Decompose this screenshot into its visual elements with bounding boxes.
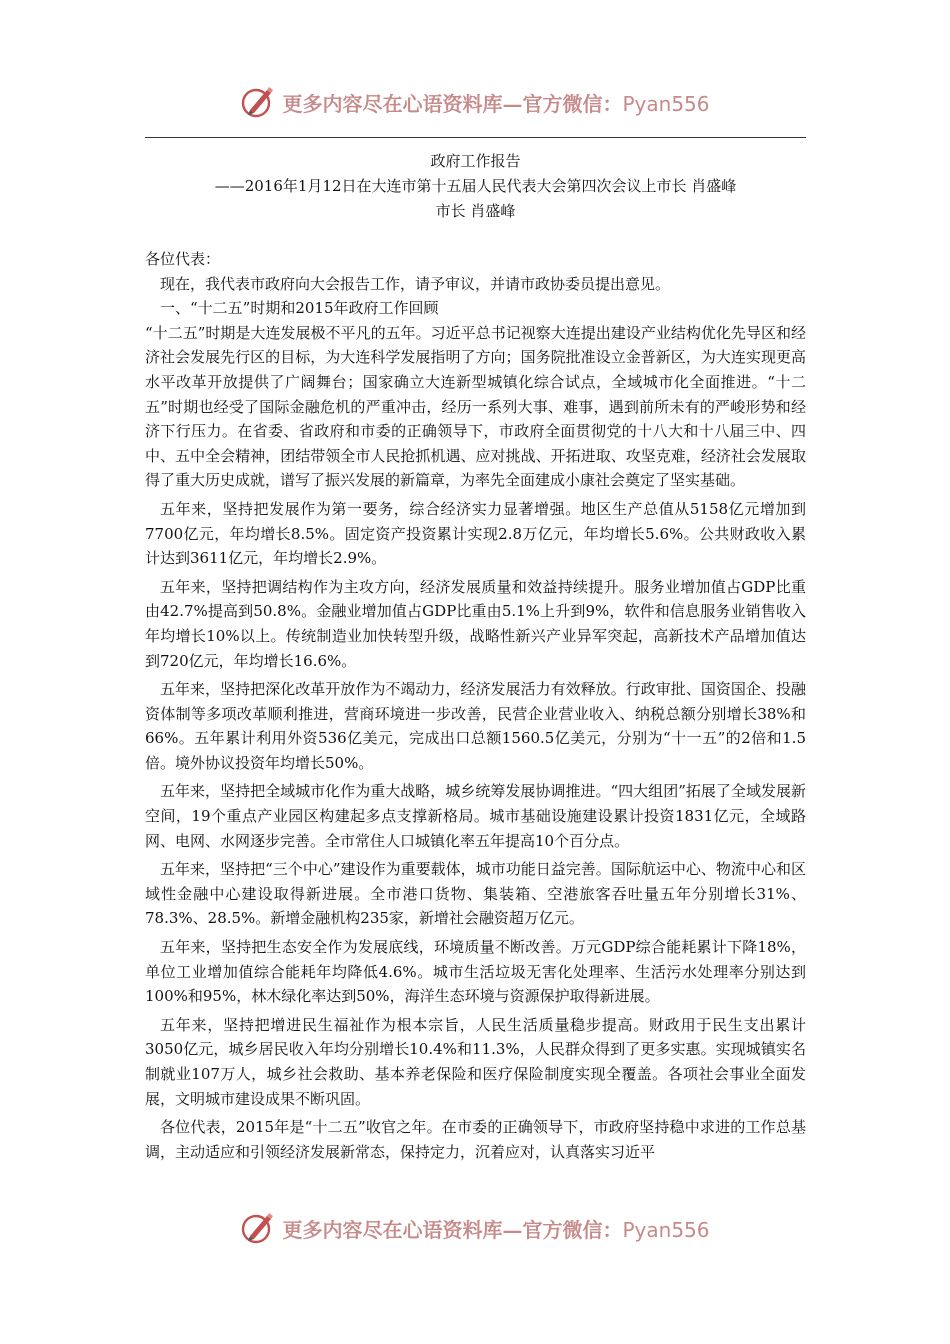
paragraph: 五年来，坚持把发展作为第一要务，综合经济实力显著增强。地区生产总值从5158亿元增加到7700亿元，年均增长8.5%。固定资产投资累计实现2.8万亿元，年均增长5.6%。公共财政收入累计达到3611亿元，年均增长2.9%。 (145, 499, 806, 568)
pen-logo-icon (240, 1210, 276, 1246)
header-rule (145, 137, 806, 138)
document-title: 政府工作报告 (430, 152, 521, 170)
paragraph: 五年来，坚持把深化改革开放作为不竭动力，经济发展活力有效释放。行政审批、国资国企、投融资体制等多项改革顺利推进，营商环境进一步改善，民营企业营业收入、纳税总额分别增长38%和66%。五年累计利用外资536亿美元，完成出口总额1560.5亿美元，分别为“十一五”的2倍和1.5倍。境外协议投资年均增长50%。 (145, 680, 806, 772)
paragraph: 五年来，坚持把全域城市化作为重大战略，城乡统筹发展协调推进。“四大组团”拓展了全域发展新空间，19个重点产业园区构建起多点支撑新格局。城市基础设施建设累计投资1831亿元，全域路网、电网、水网逐步完善。全市常住人口城镇化率五年提高10个百分点。 (145, 782, 806, 850)
banner-text: 更多内容尽在心语资料库—官方微信：Pyan556 (282, 91, 710, 116)
paragraph: 各位代表，2015年是“十二五”收官之年。在市委的正确领导下，市政府坚持稳中求进的工作总基调，主动适应和引领经济发展新常态，保持定力，沉着应对，认真落实习近平 (145, 1118, 806, 1161)
paragraph: 现在，我代表市政府向大会报告工作，请予审议，并请市政协委员提出意见。 (160, 274, 671, 293)
paragraph: 五年来，坚持把生态安全作为发展底线，环境质量不断改善。万元GDP综合能耗累计下降18%，单位工业增加值综合能耗年均降低4.6%。城市生活垃圾无害化处理率、生活污水处理率分别达到100%和95%，林木绿化率达到50%，海洋生态环境与资源保护取得新进展。 (145, 938, 806, 1006)
pen-logo-icon (240, 84, 276, 120)
document-subtitle: ——2016年1月12日在大连市第十五届人民代表大会第四次会议上市长 肖盛峰 (214, 177, 737, 195)
banner-text: 更多内容尽在心语资料库—官方微信：Pyan556 (282, 1217, 710, 1242)
top-banner (0, 80, 950, 124)
document-header (145, 149, 806, 224)
paragraph: 五年来，坚持把增进民生福祉作为根本宗旨，人民生活质量稳步提高。财政用于民生支出累计3050亿元，城乡居民收入年均分别增长10.4%和11.3%，人民群众得到了更多实惠。实现城镇实名制就业107万人，城乡社会救助、基本养老保险和医疗保险制度实现全覆盖。各项社会事业全面发展，文明城市建设成果不断巩固。 (145, 1015, 806, 1108)
bottom-banner (0, 1206, 950, 1250)
document-body (145, 247, 806, 1164)
paragraph: 五年来，坚持把“三个中心”建设作为重要载体，城市功能日益完善。国际航运中心、物流中心和区域性金融中心建设取得新进展。全市港口货物、集装箱、空港旅客吞吐量五年分别增长31%、78.3%、28.5%。新增金融机构235家，新增社会融资超万亿元。 (145, 860, 806, 928)
document-byline: 市长 肖盛峰 (435, 202, 516, 220)
paragraph: “十二五”时期是大连发展极不平凡的五年。习近平总书记视察大连提出建设产业结构优化先导区和经济社会发展先行区的目标，为大连科学发展指明了方向；国务院批准设立金普新区，为大连实现更高水平改革开放提供了广阔舞台；国家确立大连新型城镇化综合试点，全域城市化全面推进。“十二五”时期也经受了国际金融危机的严重冲击，经历一系列大事、难事，遇到前所未有的严峻形势和经济下行压力。在省委、省政府和市委的正确领导下，市政府全面贯彻党的十八大和十八届三中、四中、五中全会精神，团结带领全市人民抢抓机遇、应对挑战、开拓进取、攻坚克难，经济社会发展取得了重大历史成就，谱写了振兴发展的新篇章，为率先全面建成小康社会奠定了坚实基础。 (145, 323, 806, 490)
greeting: 各位代表： (145, 250, 221, 268)
paragraph: 五年来，坚持把调结构作为主攻方向，经济发展质量和效益持续提升。服务业增加值占GDP比重由42.7%提高到50.8%。金融业增加值占GDP比重由5.1%上升到9%，软件和信息服务业销售收入年均增长10%以上。传统制造业加快转型升级，战略性新兴产业异军突起，高新技术产品增加值达到720亿元，年均增长16.6%。 (145, 577, 806, 670)
section-heading: 一、“十二五”时期和2015年政府工作回顾 (160, 299, 439, 318)
